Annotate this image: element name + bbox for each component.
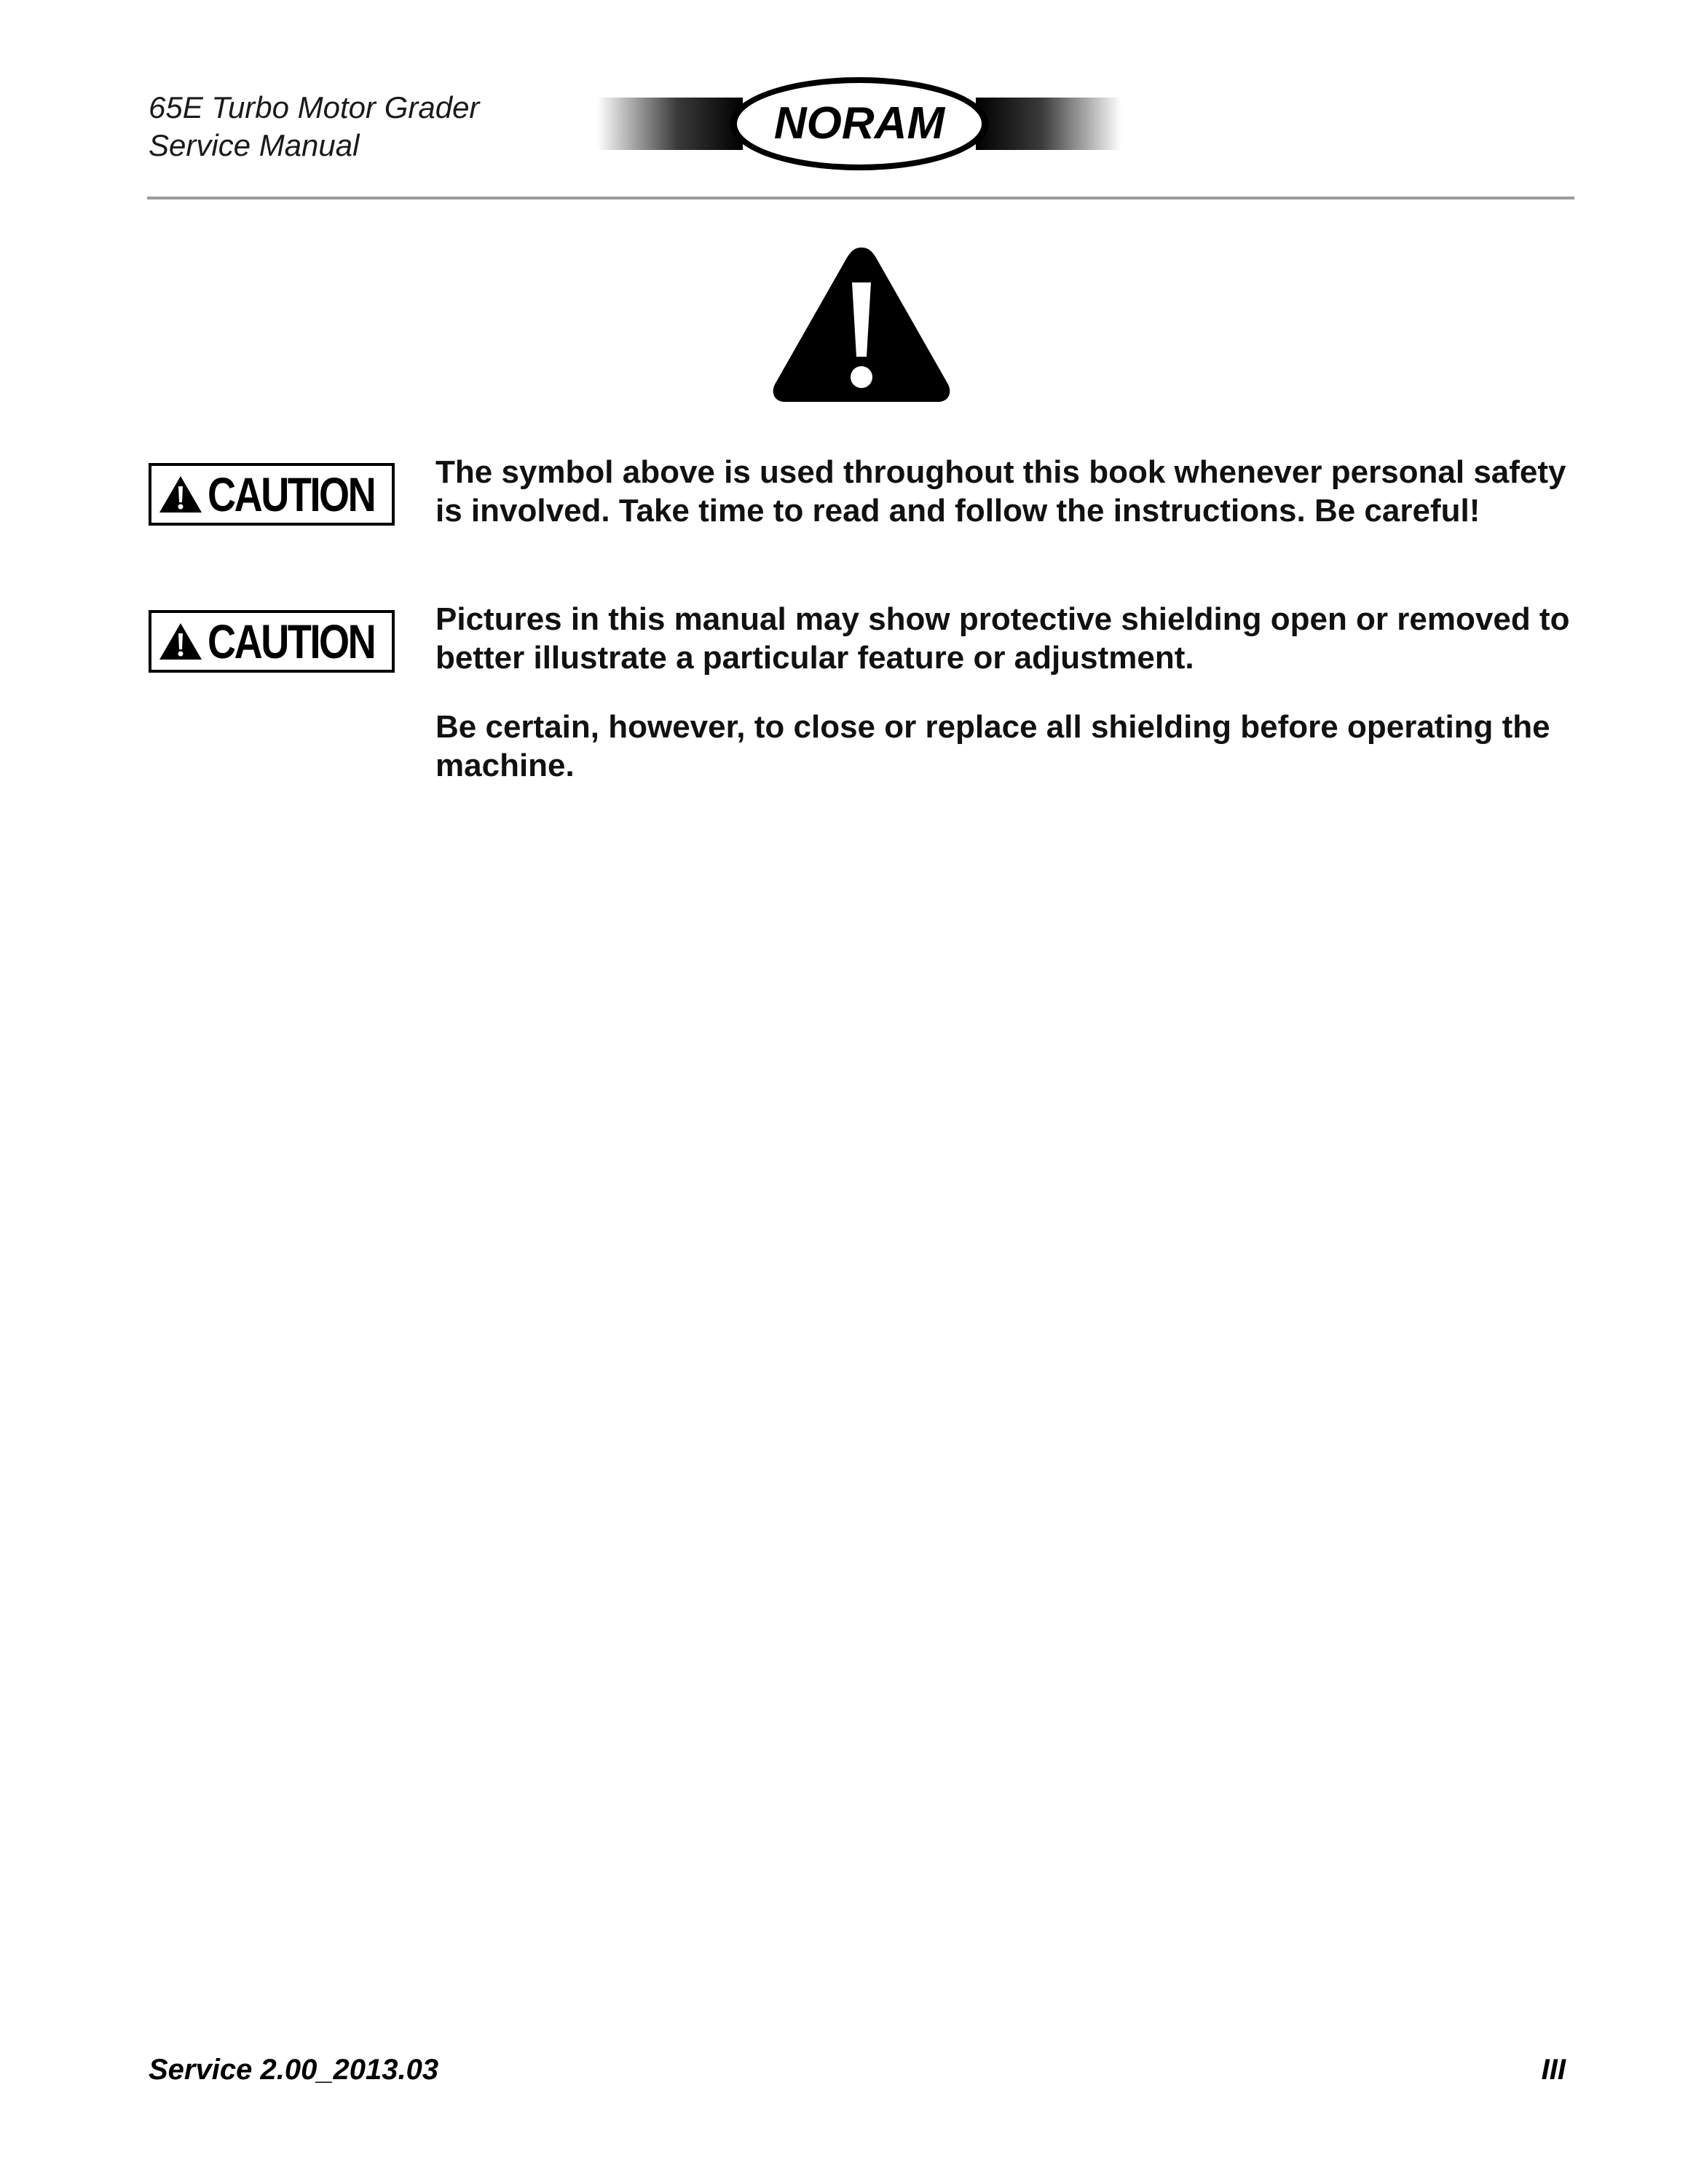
logo-text: NORAM bbox=[773, 98, 945, 149]
caution-triangle-icon bbox=[158, 622, 203, 661]
caution-badge-label: CAUTION bbox=[208, 614, 375, 668]
caution-text-2: Pictures in this manual may show protective shielding open or removed to better illustrate a particular feature or adjustment. bbox=[435, 601, 1570, 676]
document-title bbox=[149, 89, 479, 165]
shielding-paragraph: Be certain, however, to close or replace all shielding before operating the machine. bbox=[435, 709, 1550, 783]
caution-badge-2 bbox=[149, 610, 395, 673]
page-number: III bbox=[1541, 2054, 1566, 2086]
caution-text-1: The symbol above is used throughout this book whenever personal safety is involved. Take time to read and follow the instructions. Be careful! bbox=[435, 454, 1566, 529]
warning-triangle-icon bbox=[769, 242, 954, 406]
document-title-line2: Service Manual bbox=[149, 128, 360, 162]
footer-revision: Service 2.00_2013.03 bbox=[149, 2054, 439, 2086]
caution-badge-1 bbox=[149, 463, 395, 526]
caution-triangle-icon bbox=[158, 475, 203, 514]
caution-badge-label: CAUTION bbox=[208, 467, 375, 521]
noram-logo bbox=[597, 73, 1121, 175]
document-title-line1: 65E Turbo Motor Grader bbox=[149, 90, 480, 124]
header-divider bbox=[147, 197, 1574, 199]
